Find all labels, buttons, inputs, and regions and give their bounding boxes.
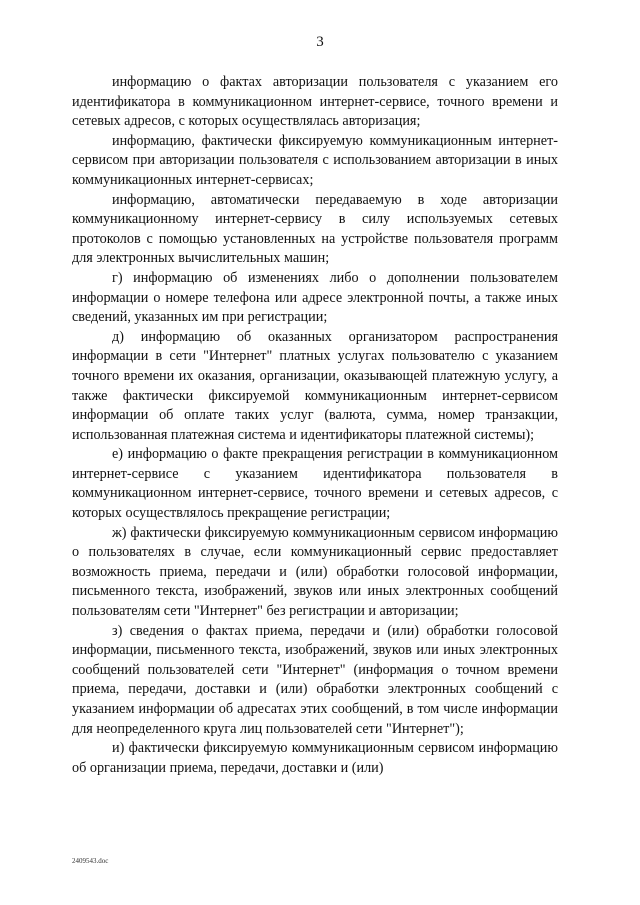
document-code: 2409543.doc bbox=[72, 857, 109, 865]
paragraph-item-d: д) информацию об оказанных организатором распространения информации в сети "Интернет" платных услугах пользователю с указанием точного времени их оказания, организации, оказывающей платежную услугу, а также фактически фиксируемой коммуникационным интернет-сервисом информации об оплате таких услуг (валюта, сумма, номер транзакции, использованная платежная система и идентификаторы платежной системы); bbox=[72, 328, 558, 443]
paragraph-network-protocols: информацию, автоматически передаваемую в ходе авторизации коммуникационному интернет-сервису в силу используемых сетевых протоколов с помощью установленных на устройстве пользователя программ для электронных вычислительных машин; bbox=[72, 191, 558, 267]
paragraph-item-z: з) сведения о фактах приема, передачи и (или) обработки голосовой информации, письменного текста, изображений, звуков или иных электронных сообщений пользователей сети "Интернет" (информация о точном времени приема, передачи, доставки и (или) обработки электронных сообщений с указанием информации об адресатах этих сообщений, в том числе информации для неопределенного круга лиц пользователей сети "Интернет"); bbox=[72, 622, 558, 737]
paragraph-item-g: г) информацию об изменениях либо о дополнении пользователем информации о номере телефона или адресе электронной почты, а также иных сведений, указанных им при регистрации; bbox=[72, 269, 558, 326]
paragraph-item-e: е) информацию о факте прекращения регистрации в коммуникационном интернет-сервисе с указанием идентификатора пользователя в коммуникационном интернет-сервисе, точного времени и сетевых адресов, с которых осуществлялось прекращение регистрации; bbox=[72, 446, 558, 522]
paragraph-external-authorization: информацию, фактически фиксируемую коммуникационным интернет-сервисом при авторизации пользователя с использованием авторизации в иных коммуникационных интернет-сервисах; bbox=[72, 132, 558, 188]
paragraph-authorization-facts: информацию о фактах авторизации пользователя с указанием его идентификатора в коммуникационном интернет-сервисе, точного времени и сетевых адресов, с которых осуществлялась авторизация; bbox=[72, 74, 558, 130]
page-number: 3 bbox=[316, 34, 324, 50]
paragraph-item-i: и) фактически фиксируемую коммуникационным сервисом информацию об организации приема, передачи, доставки и (или) bbox=[72, 740, 558, 776]
document-body bbox=[72, 73, 558, 778]
paragraph-item-zh: ж) фактически фиксируемую коммуникационным сервисом информацию о пользователях в случае, если коммуникационный сервис предоставляет возможность приема, передачи и (или) обработки голосовой информации, письменного текста, изображений, звуков или иных электронных сообщений пользователям сети "Интернет" без регистрации и авторизации; bbox=[72, 524, 558, 620]
